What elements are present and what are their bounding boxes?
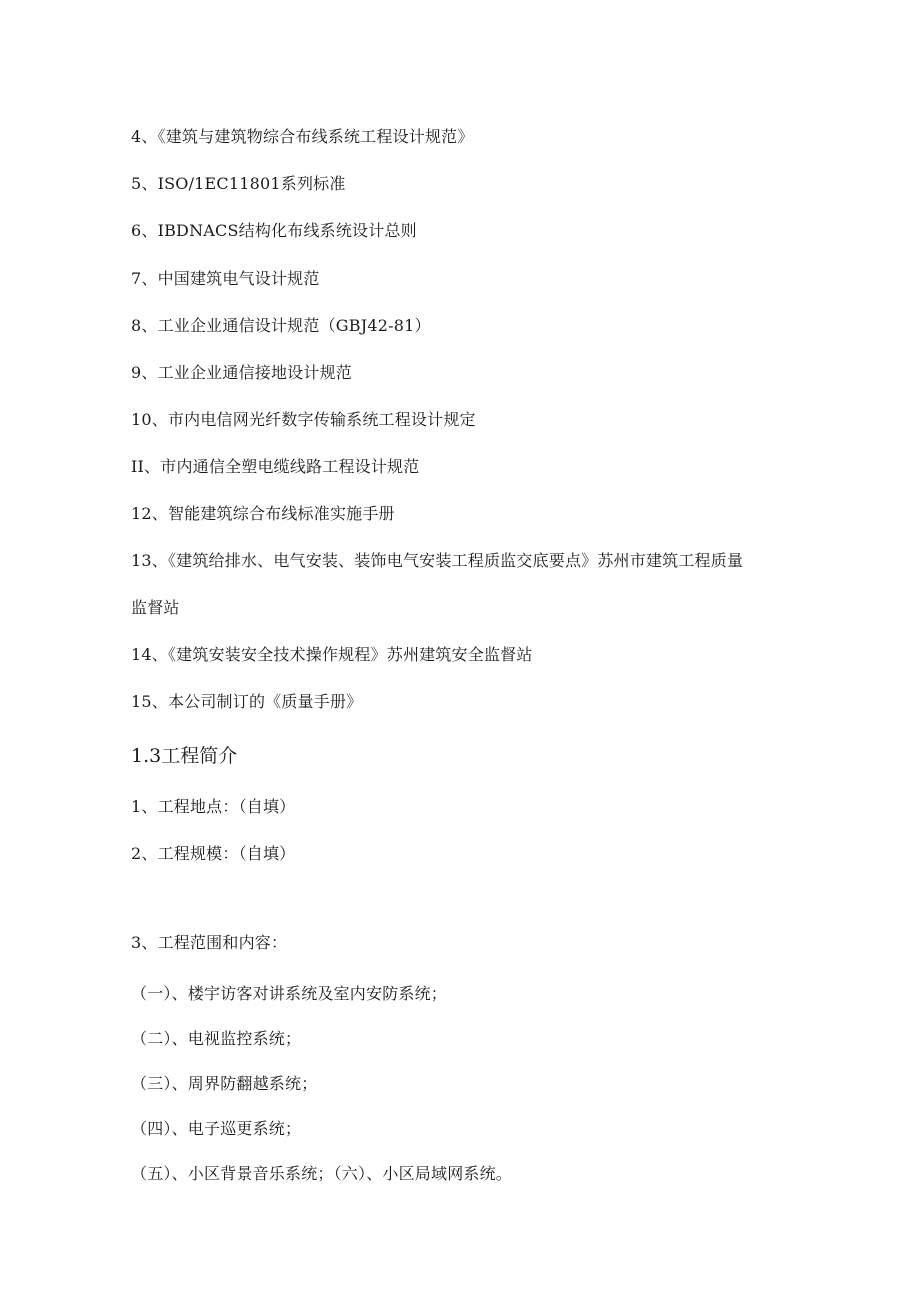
section-heading: 1.3工程简介: [131, 745, 238, 767]
reference-item: 8、工业企业通信设计规范（GBJ42-81）: [131, 316, 431, 335]
overview-item: 2、工程规模：（自填）: [131, 844, 296, 863]
reference-item: II、市内通信全塑电缆线路工程设计规范: [131, 457, 420, 476]
scope-item: （五）、小区背景音乐系统；（六）、小区局域网系统。: [131, 1164, 513, 1183]
overview-item: 3、工程范围和内容：: [131, 933, 288, 952]
reference-item: 10、市内电信网光纤数字传输系统工程设计规定: [131, 410, 476, 429]
reference-item: 9、工业企业通信接地设计规范: [131, 363, 352, 382]
reference-item: 5、ISO/1EC11801系列标准: [131, 174, 346, 193]
scope-item: （三）、周界防翻越系统；: [131, 1074, 318, 1093]
scope-item: （四）、电子巡更系统；: [131, 1119, 302, 1138]
reference-item-continuation: 监督站: [131, 598, 180, 617]
reference-item: 14、《建筑安装安全技术操作规程》苏州建筑安全监督站: [131, 645, 533, 664]
reference-item: 13、《建筑给排水、电气安装、装饰电气安装工程质监交底要点》苏州市建筑工程质量: [131, 551, 744, 570]
reference-item: 15、本公司制订的《质量手册》: [131, 692, 363, 711]
reference-item: 6、IBDNACS结构化布线系统设计总则: [131, 221, 417, 240]
reference-item: 12、智能建筑综合布线标准实施手册: [131, 504, 395, 523]
scope-item: （一）、楼宇访客对讲系统及室内安防系统；: [131, 984, 448, 1003]
reference-item: 7、中国建筑电气设计规范: [131, 269, 320, 288]
reference-item: 4、《建筑与建筑物综合布线系统工程设计规范》: [131, 127, 474, 146]
scope-item: （二）、电视监控系统；: [131, 1029, 302, 1048]
overview-item: 1、工程地点：（自填）: [131, 797, 296, 816]
